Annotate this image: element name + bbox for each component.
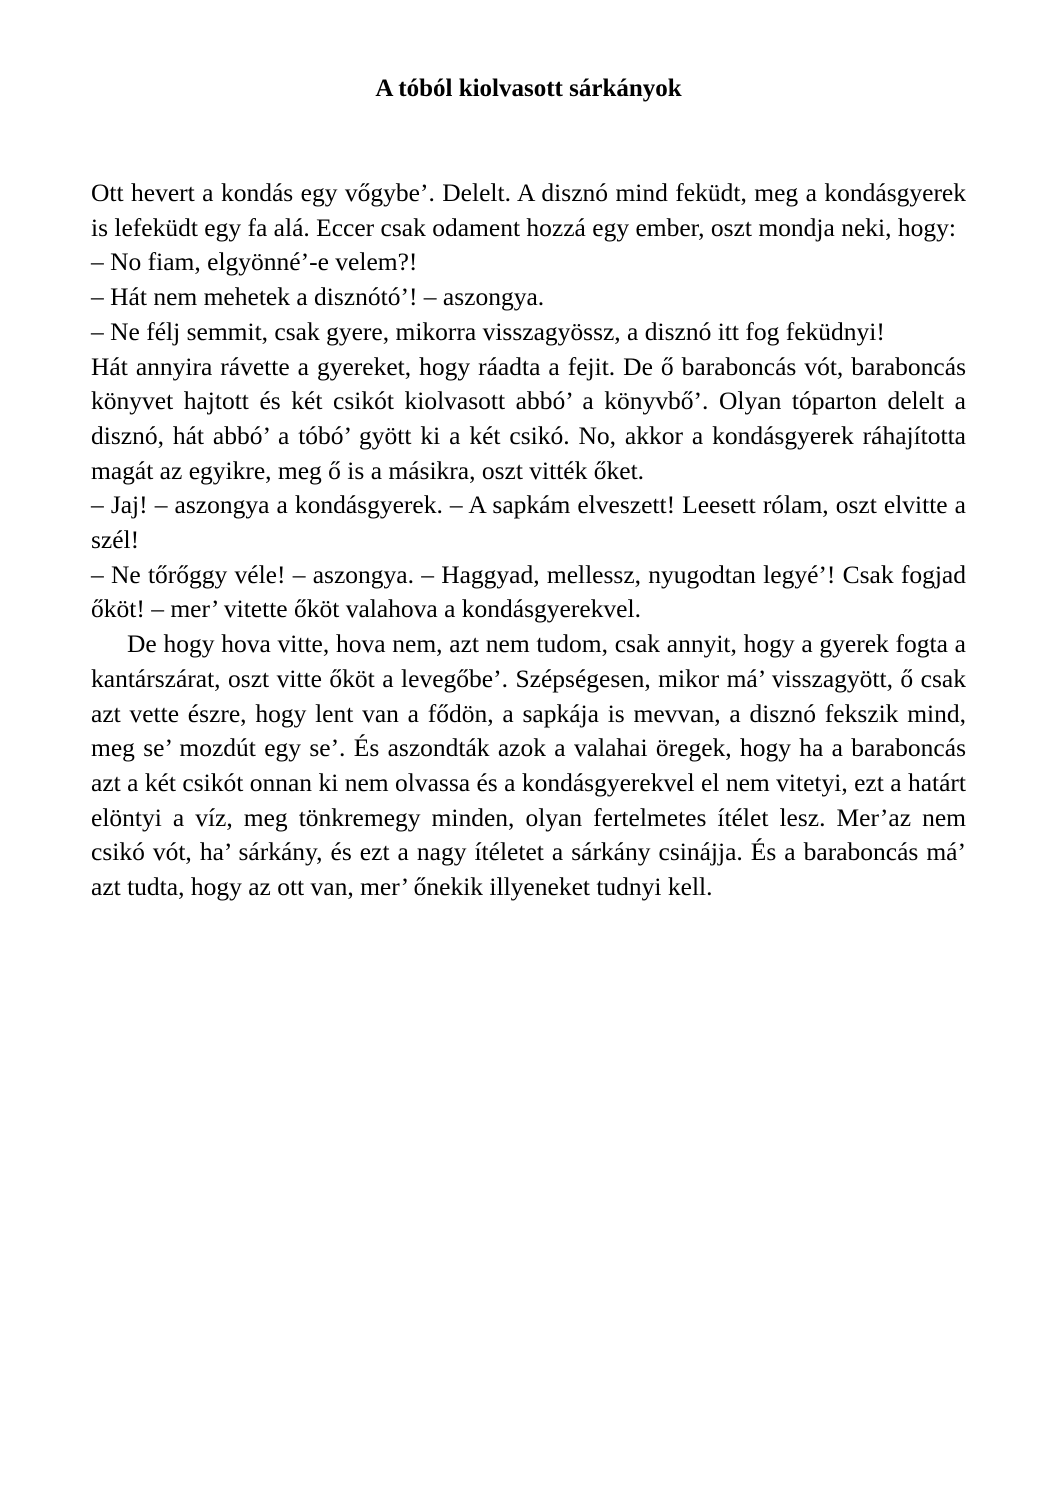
- story-text: [91, 176, 966, 905]
- paragraph-1: Ott hevert a kondás egy vőgybe’. Delelt. A disznó mind feküdt, meg a kondásgyerek is lefeküdt egy fa alá. Eccer csak odament hozzá egy ember, oszt mondja neki, hogy:: [91, 178, 966, 242]
- paragraph-4: – Ne félj semmit, csak gyere, mikorra visszagyössz, a disznó itt fog feküdnyi!: [91, 316, 885, 346]
- paragraph-8: De hogy hova vitte, hova nem, azt nem tudom, csak annyit, hogy a gyerek fogta a kantárszárat, oszt vitte őköt a levegőbe’. Szépségesen, mikor má’ visszagyött, ő csak azt vette észre, hogy lent van a fődön, a sapkája is mevvan, a disznó fekszik mind, meg se’ mozdút egy se’. És aszondták azok a valahai öregek, hogy ha a baraboncás azt a két csikót onnan ki nem olvassa és a kondásgyerekvel el nem vitetyi, ezt a határt elöntyi a víz, meg tönkremegy minden, olyan fertelmetes ítélet lesz. Mer’az nem csikó vót, ha’ sárkány, és ezt a nagy ítéletet a sárkány csinájja. És a baraboncás má’ azt tudta, hogy az ott van, mer’ őnekik illyeneket tudnyi kell.: [91, 629, 966, 902]
- paragraph-6: – Jaj! – aszongya a kondásgyerek. – A sapkám elveszett! Leesett rólam, oszt elvitte a szél!: [91, 490, 966, 555]
- paragraph-3: – Hát nem mehetek a disznótó’! – aszongya.: [91, 282, 545, 312]
- paragraph-7: – Ne tőrőggy véle! – aszongya. – Haggyad, mellessz, nyugodtan legyé’! Csak fogjad őköt! – mer’ vitette őköt valahova a kondásgyerekvel.: [91, 559, 966, 624]
- paragraph-2: – No fiam, elgyönné’-e velem?!: [91, 247, 418, 277]
- paragraph-5: Hát annyira rávette a gyereket, hogy ráadta a fejit. De ő baraboncás vót, baraboncás könyvet hajtott és két csikót kiolvasott abbó’ a könyvbő’. Olyan tóparton delelt a disznó, hát abbó’ a tóbó’ gyött ki a két csikó. No, akkor a kondásgyerek ráhajította magát az egyikre, meg ő is a másikra, oszt vitték őket.: [91, 351, 966, 485]
- page-title: A tóból kiolvasott sárkányok: [375, 75, 682, 102]
